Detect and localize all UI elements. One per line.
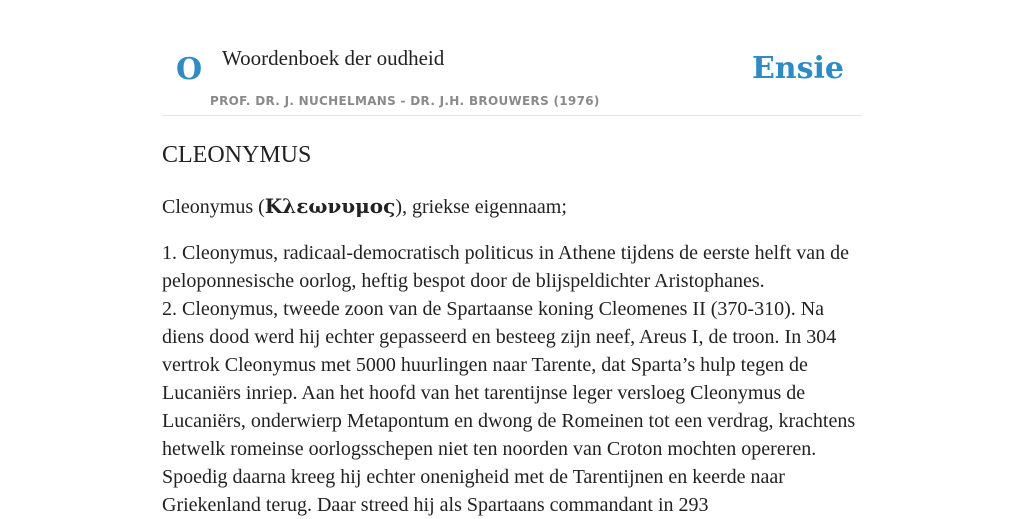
- entry-intro: [162, 192, 862, 221]
- header: [162, 0, 862, 116]
- book-authors: PROF. DR. J. NUCHELMANS - DR. J.H. BROUWERS (1976): [210, 94, 600, 108]
- entry-paragraph-1: 1. Cleonymus, radicaal-democratisch politicus in Athene tijdens de eerste helft van de peloponnesische oorlog, heftig bespot door de blijspeldichter Aristophanes.: [162, 242, 850, 292]
- page: [162, 0, 862, 516]
- ensie-logo-link[interactable]: Ensie: [751, 51, 844, 86]
- entry-body: [162, 239, 862, 519]
- entry-title: CLEONYMUS: [162, 142, 312, 168]
- greek-name: Κλεωνυμος: [264, 194, 396, 218]
- book-title-link[interactable]: Woordenboek der oudheid: [222, 46, 445, 70]
- intro-text-before: Cleonymus (: [162, 196, 265, 218]
- index-letter-link[interactable]: O: [176, 52, 203, 87]
- intro-text-after: ), griekse eigennaam;: [395, 196, 567, 218]
- entry-paragraph-2: 2. Cleonymus, tweede zoon van de Spartaanse koning Cleomenes II (370-310). Na diens dood werd hij echter gepasseerd en besteeg zijn neef, Areus I, de troon. In 304 vertrok Cleonymus met 5000 huurlingen naar Tarente, dat Sparta’s hulp tegen de Lucaniërs inriep. Aan het hoofd van het tarentijnse leger versloeg Cleonymus de Lucaniërs, onderwierp Metapontum en dwong de Romeinen tot een verdrag, krachtens hetwelk romeinse oorlogsschepen niet ten noorden van Croton mochten opereren. Spoedig daarna kreeg hij echter onenigheid met de Tarentijnen en keerde naar Griekenland terug. Daar streed hij als Spartaans commandant in 293: [162, 298, 856, 516]
